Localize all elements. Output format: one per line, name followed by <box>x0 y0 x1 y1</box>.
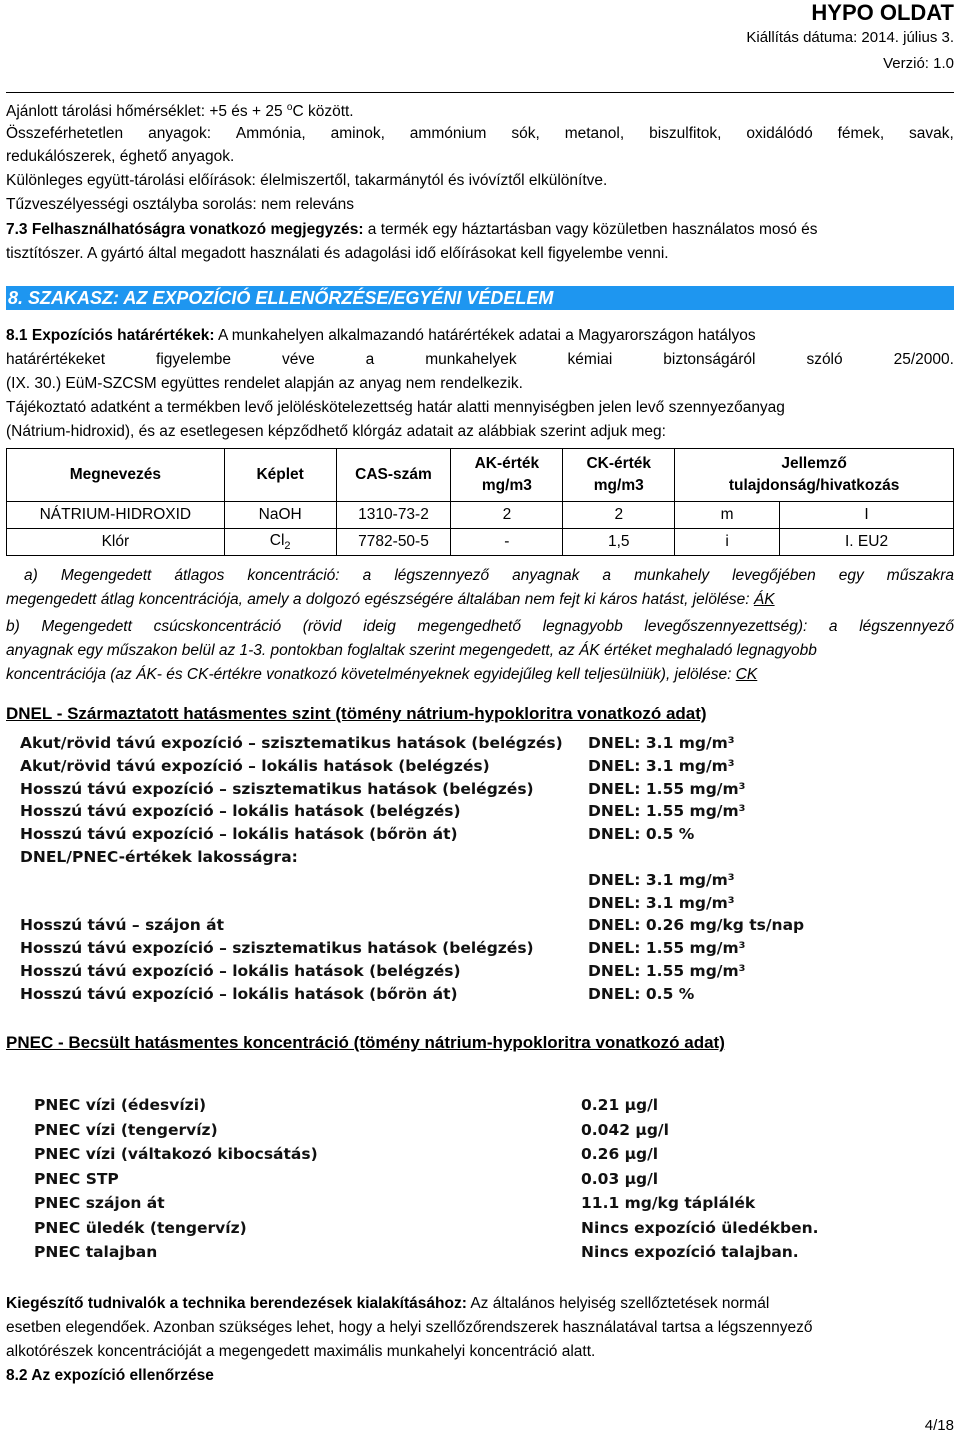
image-row-value: DNEL: 3.1 mg/m³ <box>588 756 735 775</box>
image-row-value: Nincs expozíció talajban. <box>581 1243 799 1261</box>
image-row-value: DNEL: 0.5 % <box>588 984 695 1003</box>
image-row-label: PNEC vízi (édesvízi) <box>34 1096 207 1114</box>
word: biztonságáról <box>663 351 756 368</box>
note-b-text: koncentrációja (az ÁK- és CK-értékre vonatkozó követelményeknek egyidejűleg kell teljesülniük), jelölése: <box>6 666 736 683</box>
s81-heading: 8.1 Expozíciós határértékek: <box>6 327 215 344</box>
cell-prop1: m <box>675 502 780 529</box>
image-row-value: DNEL: 3.1 mg/m³ <box>588 734 735 752</box>
image-row-label: Hosszú távú expozíció – szisztematikus hatások (belégzés) <box>20 939 534 958</box>
col-property <box>675 449 954 502</box>
s81-line1 <box>6 326 954 346</box>
word: kémiai <box>567 351 613 368</box>
fire-class: Tűzveszélyességi osztályba sorolás: nem releváns <box>6 196 355 213</box>
col-ak-l1: AK-érték <box>474 455 540 472</box>
cell-formula: NaOH <box>224 502 336 529</box>
col-prop-l2: tulajdonság/hivatkozás <box>728 477 900 494</box>
col-ak <box>451 449 563 502</box>
word: a <box>365 351 375 368</box>
image-row-value: 11.1 mg/kg táplálék <box>581 1194 756 1212</box>
word: savak, <box>909 125 954 142</box>
formula-main: Cl <box>269 531 285 549</box>
word: figyelembe <box>156 351 232 368</box>
word: 25/2000. <box>893 351 954 368</box>
s73-line2: tisztítószer. A gyártó által megadott használati és adagolási idő előírásokat kell figyelembe venni. <box>6 245 669 262</box>
tech-text1: Az általános helyiség szellőztetések normál <box>466 1295 770 1312</box>
cell-ak: - <box>451 529 563 556</box>
s81-line5: (Nátrium-hidroxid), és az esetlegesen képződhető klórgáz adatait az alábbiak szerint adjuk meg: <box>6 423 666 440</box>
s73-heading: 7.3 Felhasználhatóságra vonatkozó megjegyzés: <box>6 221 364 238</box>
image-row-label: Hosszú távú expozíció – szisztematikus hatások (belégzés) <box>20 779 534 798</box>
image-row-label: PNEC szájon át <box>34 1194 165 1212</box>
storage-temp-unit: C között. <box>292 103 354 121</box>
cell-prop1: i <box>675 529 780 556</box>
tech-heading: Kiegészítő tudnivalók a technika berendezések kialakításához: <box>6 1295 467 1312</box>
table-row <box>7 502 954 529</box>
product-name: HYPO OLDAT <box>811 0 954 25</box>
col-ak-l2: mg/m3 <box>481 477 532 494</box>
word: oxidálódó <box>746 125 813 142</box>
word: anyagok: <box>148 125 212 142</box>
image-row-value: 0.042 µg/l <box>581 1120 669 1139</box>
col-ck-l2: mg/m3 <box>593 477 644 494</box>
col-name: Megnevezés <box>7 449 225 502</box>
pnec-heading: PNEC - Becsült hatásmentes koncentráció (tömény nátrium-hypokloritra vonatkozó adat) <box>6 1033 725 1052</box>
image-row-value: DNEL: 3.1 mg/m³ <box>588 893 735 912</box>
cell-ak: 2 <box>451 502 563 529</box>
note-a-line2 <box>6 590 954 610</box>
header-rule <box>6 92 954 93</box>
cell-formula <box>224 529 336 556</box>
image-row-label: PNEC talajban <box>34 1243 158 1261</box>
image-row-value: DNEL: 1.55 mg/m³ <box>588 802 746 821</box>
table-row <box>7 529 954 556</box>
issue-date: Kiállítás dátuma: 2014. július 3. <box>746 29 954 46</box>
cell-cas: 7782-50-5 <box>336 529 451 556</box>
word: Ammónia, <box>235 125 306 142</box>
exposure-limits-table <box>6 448 954 556</box>
degree-sup: o <box>286 102 293 113</box>
image-row-value: Nincs expozíció üledékben. <box>581 1218 819 1237</box>
image-row-label: PNEC üledék (tengervíz) <box>34 1218 247 1237</box>
word: munkahelyek <box>425 351 517 368</box>
image-row-value: DNEL: 1.55 mg/m³ <box>588 939 746 958</box>
word: biszulfitok, <box>649 125 722 142</box>
s81-line4: Tájékoztató adatként a termékben levő jelöléskötelezettség határ alatti mennyiségben jelen levő szennyezőanyag <box>6 399 785 416</box>
s73-line1 <box>6 220 954 240</box>
word: Összeférhetetlen <box>6 125 124 142</box>
image-row-label: PNEC STP <box>34 1169 119 1188</box>
table-header-row <box>7 449 954 502</box>
image-row-value: 0.21 µg/l <box>581 1096 659 1114</box>
image-row-label: Hosszú távú expozíció – lokális hatások (bőrön át) <box>20 984 458 1003</box>
pnec-table-image <box>34 1096 819 1266</box>
image-row-value: DNEL: 1.55 mg/m³ <box>588 962 746 980</box>
page-number: 4/18 <box>924 1417 954 1434</box>
cell-prop2: I. EU2 <box>780 529 954 556</box>
formula-sub: 2 <box>284 540 291 553</box>
word: véve <box>281 351 315 368</box>
s81-text1: A munkahelyen alkalmazandó határértékek adatai a Magyarországon hatályos <box>214 327 756 344</box>
note-a-text: megengedett átlag koncentrációja, amely a dolgozó egészségére általában nem fejt ki káros hatást, jelölése: <box>6 591 754 608</box>
col-formula: Képlet <box>224 449 336 502</box>
col-cas: CAS-szám <box>336 449 451 502</box>
cell-ck: 1,5 <box>563 529 675 556</box>
word: aminok, <box>330 125 385 142</box>
image-row-value: DNEL: 3.1 mg/m³ <box>588 870 735 889</box>
image-row-label: Hosszú távú expozíció – lokális hatások (bőrön át) <box>20 825 458 844</box>
image-row-label: Hosszú távú expozíció – lokális hatások (belégzés) <box>20 962 461 980</box>
cell-cas: 1310-73-2 <box>336 502 451 529</box>
cell-prop2: I <box>780 502 954 529</box>
image-row-label: Hosszú távú – szájon át <box>20 916 225 935</box>
image-row-value: DNEL: 1.55 mg/m³ <box>588 779 746 798</box>
incompat-line1 <box>6 124 954 144</box>
col-ck-l1: CK-érték <box>586 455 652 472</box>
word: szóló <box>806 351 843 368</box>
col-ck <box>563 449 675 502</box>
image-row-value: DNEL: 0.5 % <box>588 825 695 844</box>
note-b-line1: b) Megengedett csúcskoncentráció (rövid ideig megengedhető legnagyobb levegőszennyezettség): a légszennyező <box>6 618 954 635</box>
word: ammónium <box>409 125 487 142</box>
word: fémek, <box>837 125 885 142</box>
s81-line2 <box>6 350 954 370</box>
col-prop-l1: Jellemző <box>781 455 847 472</box>
note-b-line2: anyagnak egy műszakon belül az 1-3. pontokban foglaltak szerint megengedett, az ÁK értéket meghaladó legnagyobb <box>6 642 817 659</box>
tech-line3: alkotórészek koncentrációját a megengedett maximális munkahelyi koncentráció alatt. <box>6 1343 596 1360</box>
version: Verzió: 1.0 <box>883 55 954 72</box>
dnel-heading: DNEL - Származtatott hatásmentes szint (tömény nátrium-hypokloritra vonatkozó adat) <box>6 704 707 723</box>
document-header <box>746 0 954 74</box>
note-a-line1: a) Megengedett átlagos koncentráció: a légszennyező anyagnak a munkahely levegőjében egy műszakra <box>24 567 954 584</box>
storage-temp-text: Ajánlott tárolási hőmérséklet: +5 és + 25 <box>6 103 287 121</box>
image-row-label: PNEC vízi (váltakozó kibocsátás) <box>34 1145 318 1163</box>
s81-line3: (IX. 30.) EüM-SZCSM együttes rendelet alapján az anyag nem rendelkezik. <box>6 375 523 392</box>
word: sók, <box>511 125 540 142</box>
note-a-abbr: ÁK <box>753 591 775 608</box>
image-row-value: 0.26 µg/l <box>581 1145 659 1163</box>
cell-name: Klór <box>7 529 225 556</box>
image-row-label: Akut/rövid távú expozíció – lokális hatások (belégzés) <box>20 756 490 775</box>
cell-name: NÁTRIUM-HIDROXID <box>7 502 225 529</box>
s73-text1: a termék egy háztartásban vagy közületben használatos mosó és <box>363 221 818 238</box>
word: metanol, <box>564 125 625 142</box>
dnel-table-image <box>20 734 805 1010</box>
image-row-value: 0.03 µg/l <box>581 1169 659 1188</box>
image-row-label: PNEC vízi (tengervíz) <box>34 1120 218 1139</box>
incompat-line2: redukálószerek, éghető anyagok. <box>6 148 235 165</box>
image-row-label: DNEL/PNEC-értékek lakosságra: <box>20 848 298 866</box>
section-8-title: 8. SZAKASZ: AZ EXPOZÍCIÓ ELLENŐRZÉSE/EGYÉNI VÉDELEM <box>6 286 954 310</box>
image-row-label: Akut/rövid távú expozíció – szisztematikus hatások (belégzés) <box>20 734 563 752</box>
cell-ck: 2 <box>563 502 675 529</box>
image-row-value: DNEL: 0.26 mg/kg ts/nap <box>588 916 805 935</box>
word: határértékeket <box>6 351 106 368</box>
tech-line2: esetben elegendőek. Azonban szükséges lehet, hogy a helyi szellőzőrendszerek használatával tartsa a légszennyező <box>6 1319 813 1336</box>
s82-heading: 8.2 Az expozíció ellenőrzése <box>6 1367 214 1384</box>
image-row-label: Hosszú távú expozíció – lokális hatások (belégzés) <box>20 802 461 821</box>
note-b-line3 <box>6 665 954 685</box>
note-b-abbr: CK <box>735 666 758 683</box>
storage-temp <box>6 98 954 122</box>
tech-line1 <box>6 1294 954 1314</box>
special-storage: Különleges együtt-tárolási előírások: élelmiszertől, takarmánytól és ivóvíztől elkülönítve. <box>6 172 608 189</box>
